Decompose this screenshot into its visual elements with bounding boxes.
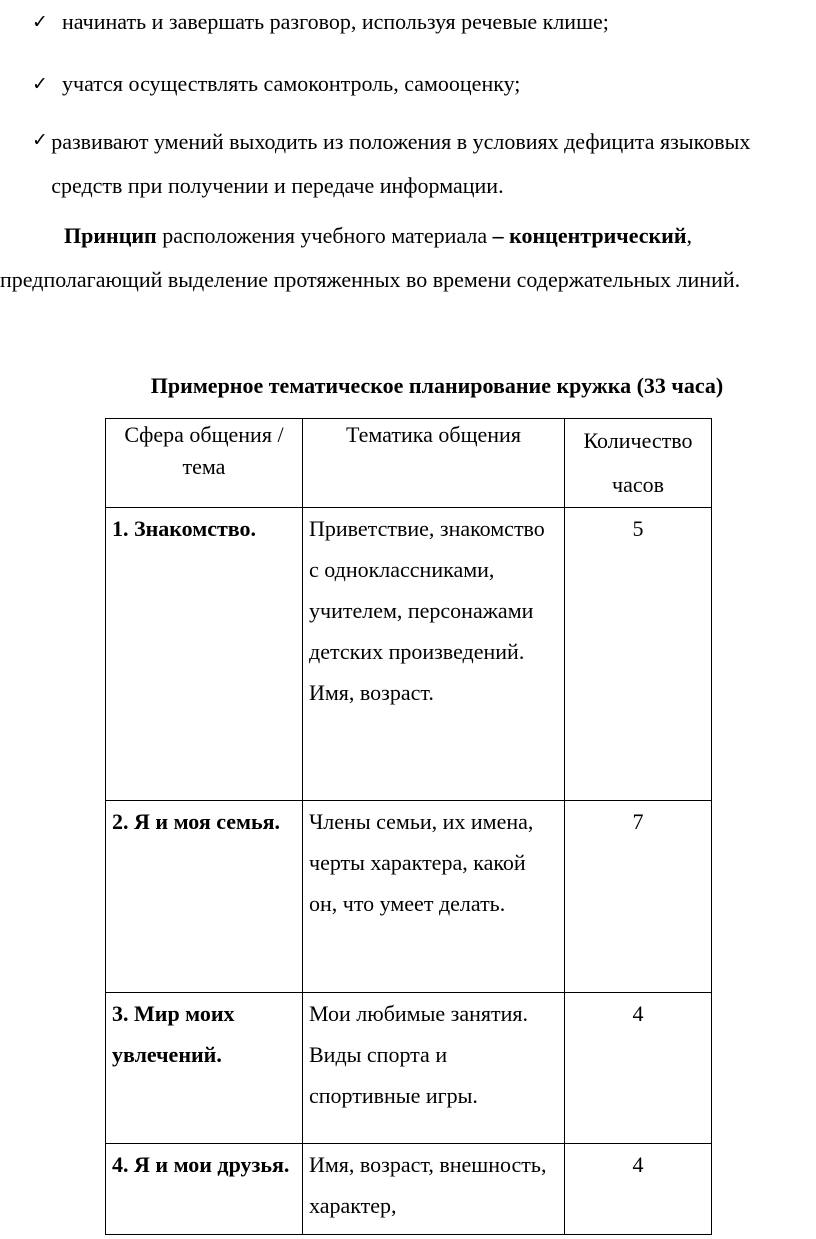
principle-paragraph: [0, 214, 800, 302]
bullet-text: учатся осуществлять самоконтроль, самооценку;: [62, 71, 521, 96]
topics-cell: Члены семьи, их имена, черты характера, какой он, что умеет делать.: [303, 801, 565, 993]
principle-bold-end: – концентрический: [492, 223, 687, 248]
table-row: [106, 1144, 712, 1235]
bullet-item: [32, 64, 520, 104]
theme-cell: 2. Я и моя семья.: [106, 801, 303, 993]
hours-cell: 5: [565, 508, 712, 801]
table-row: [106, 993, 712, 1144]
table-row: [106, 508, 712, 801]
theme-cell: 1. Знакомство.: [106, 508, 303, 801]
header-cell: Сфера общения /тема: [106, 419, 303, 508]
table-header-row: [106, 419, 712, 508]
planning-table: [105, 418, 712, 1235]
theme-cell: 3. Мир моих увлечений.: [106, 993, 303, 1144]
theme-cell: 4. Я и мои друзья.: [106, 1144, 303, 1235]
principle-middle: расположения учебного материала: [156, 223, 493, 248]
principle-bold-start: Принцип: [64, 223, 157, 248]
bullet-item: [32, 2, 609, 42]
header-cell: Тематика общения: [303, 419, 565, 508]
checkmark-icon: ✓: [32, 11, 48, 33]
checkmark-icon: ✓: [32, 73, 48, 95]
table-row: [106, 801, 712, 993]
hours-cell: 7: [565, 801, 712, 993]
bullet-item: [32, 120, 792, 208]
topics-cell: Имя, возраст, внешность, характер,: [303, 1144, 565, 1235]
bullet-text: начинать и завершать разговор, используя речевые клише;: [62, 9, 609, 34]
bullet-text: развивают умений выходить из положения в условиях дефицита языковых средств при получении и передаче информации.: [51, 129, 751, 198]
principle-rest: , предполагающий выделение протяженных во времени содержательных линий.: [0, 223, 741, 292]
topics-cell: Мои любимые занятия. Виды спорта и спортивные игры.: [303, 993, 565, 1144]
table-title: Примерное тематическое планирование кружка (33 часа): [150, 373, 724, 398]
hours-cell: 4: [565, 993, 712, 1144]
topics-cell: Приветствие, знакомство с одноклассниками, учителем, персонажами детских произведений. Имя, возраст.: [303, 508, 565, 801]
header-cell: Количество часов: [565, 419, 712, 508]
hours-cell: 4: [565, 1144, 712, 1235]
checkmark-icon: ✓: [32, 129, 48, 151]
